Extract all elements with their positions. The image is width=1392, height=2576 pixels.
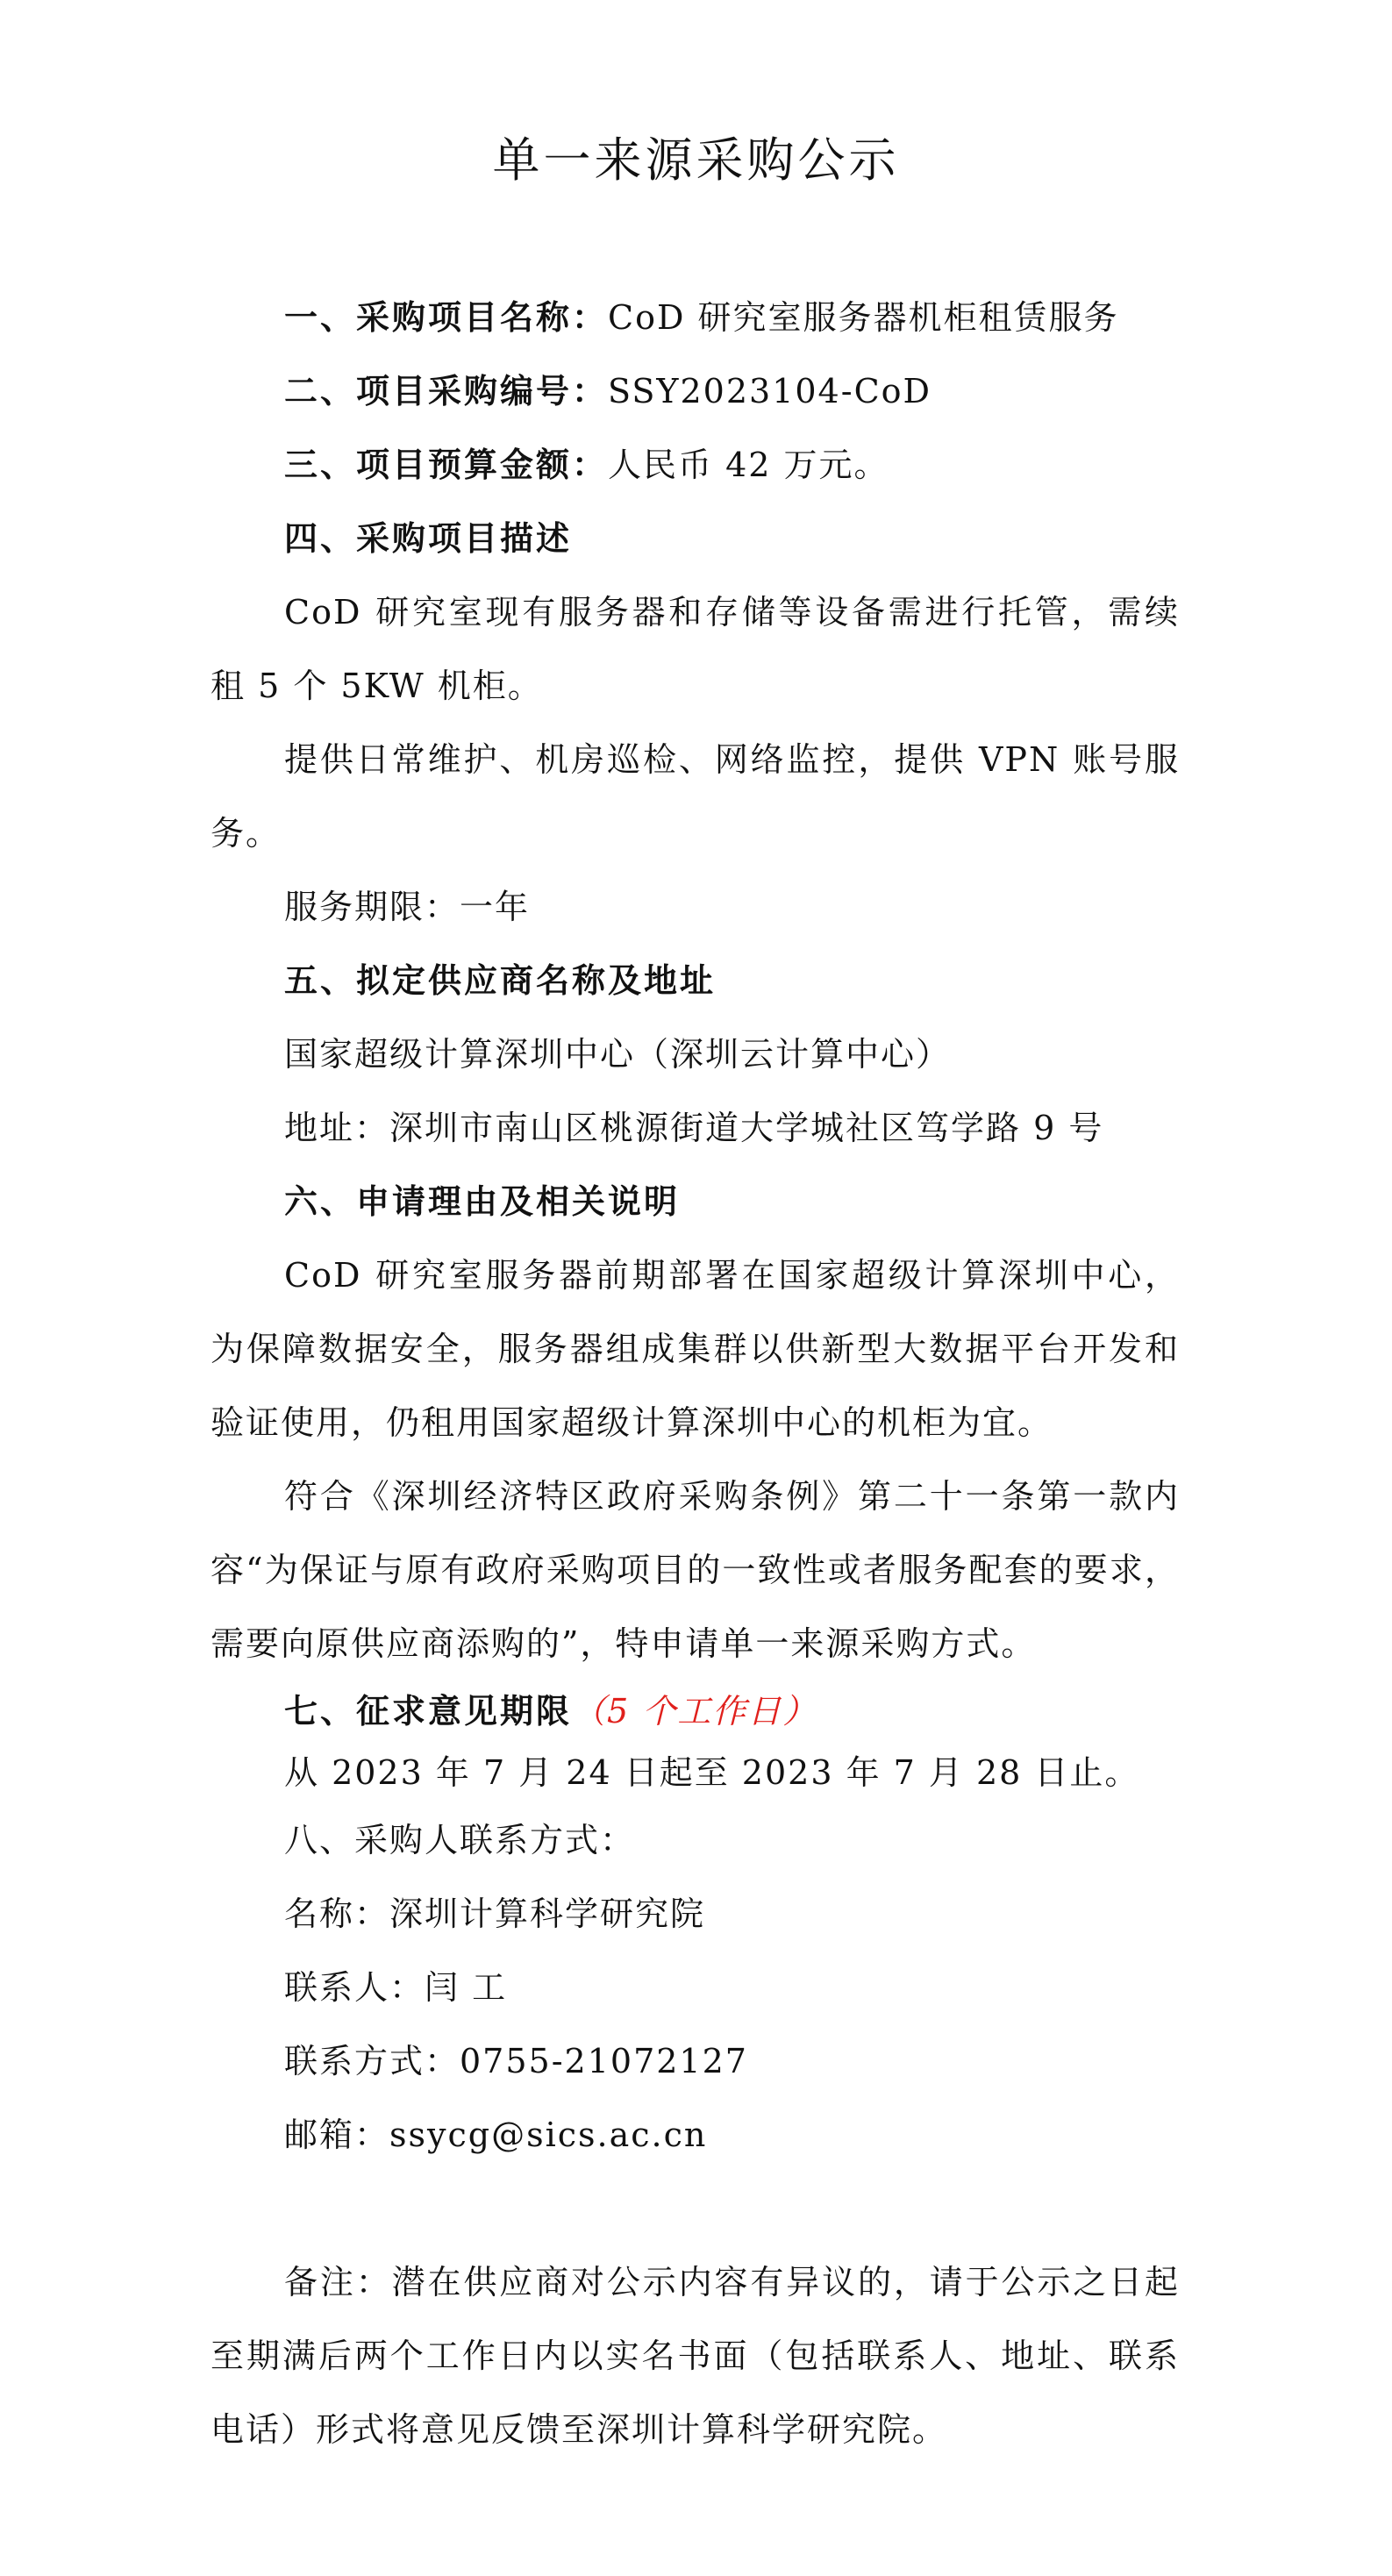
supplier-heading: 五、拟定供应商名称及地址 [284,961,717,1000]
project-code-value: SSY2023104-CoD [608,372,932,410]
service-period: 服务期限：一年 [284,888,531,926]
reason-paragraph-2: 符合《深圳经济特区政府采购条例》第二十一条第一款内容“为保证与原有政府采购项目的一致性或者服务配套的要求，需要向原供应商添购的”，特申请单一来源采购方式。 [211,1477,1180,1663]
budget-line [211,428,1180,502]
reason-paragraph-1: CoD 研究室服务器前期部署在国家超级计算深圳中心，为保障数据安全，服务器组成集群以供新型大数据平台开发和验证使用，仍租用国家超级计算深圳中心的机柜为宜。 [211,1256,1180,1442]
project-name-label: 一、采购项目名称： [284,298,609,337]
supplier-name: 国家超级计算深圳中心（深圳云计算中心） [284,1035,952,1074]
project-code-line [211,354,1180,428]
comment-period-note: （5 个工作日） [572,1692,818,1730]
comment-period-dates: 从 2023 年 7 月 24 日起至 2023 年 7 月 28 日止。 [284,1753,1140,1792]
description-paragraph-2: 提供日常维护、机房巡检、网络监控，提供 VPN 账号服务。 [211,740,1180,853]
description-heading: 四、采购项目描述 [284,519,573,558]
remark-paragraph: 备注：潜在供应商对公示内容有异议的，请于公示之日起至期满后两个工作日内以实名书面（包括联系人、地址、联系电话）形式将意见反馈至深圳计算科学研究院。 [211,2263,1180,2449]
reason-heading: 六、申请理由及相关说明 [284,1182,681,1221]
supplier-address: 地址：深圳市南山区桃源街道大学城社区笃学路 9 号 [284,1109,1104,1147]
comment-period-heading: 七、征求意见期限 [284,1692,573,1730]
purchaser-heading: 八、采购人联系方式： [284,1821,636,1859]
comment-period-heading-line [211,1680,1180,1742]
purchaser-name: 名称：深圳计算科学研究院 [284,1895,706,1933]
page-title: 单一来源采购公示 [492,132,900,188]
section-spacer [211,2172,1180,2245]
project-code-label: 二、项目采购编号： [284,372,609,410]
purchaser-email: 邮箱：ssycg@sics.ac.cn [284,2116,708,2154]
purchaser-phone: 联系方式：0755-21072127 [284,2042,748,2080]
budget-label: 三、项目预算金额： [284,446,609,484]
document-body [211,281,1180,2466]
project-name-line [211,281,1180,354]
budget-value: 人民币 42 万元。 [608,446,889,484]
description-paragraph-1: CoD 研究室现有服务器和存储等设备需进行托管，需续租 5 个 5KW 机柜。 [211,593,1180,705]
purchaser-contact-person: 联系人：闫 工 [284,1968,508,2007]
project-name-value: CoD 研究室服务器机柜租赁服务 [608,298,1119,337]
